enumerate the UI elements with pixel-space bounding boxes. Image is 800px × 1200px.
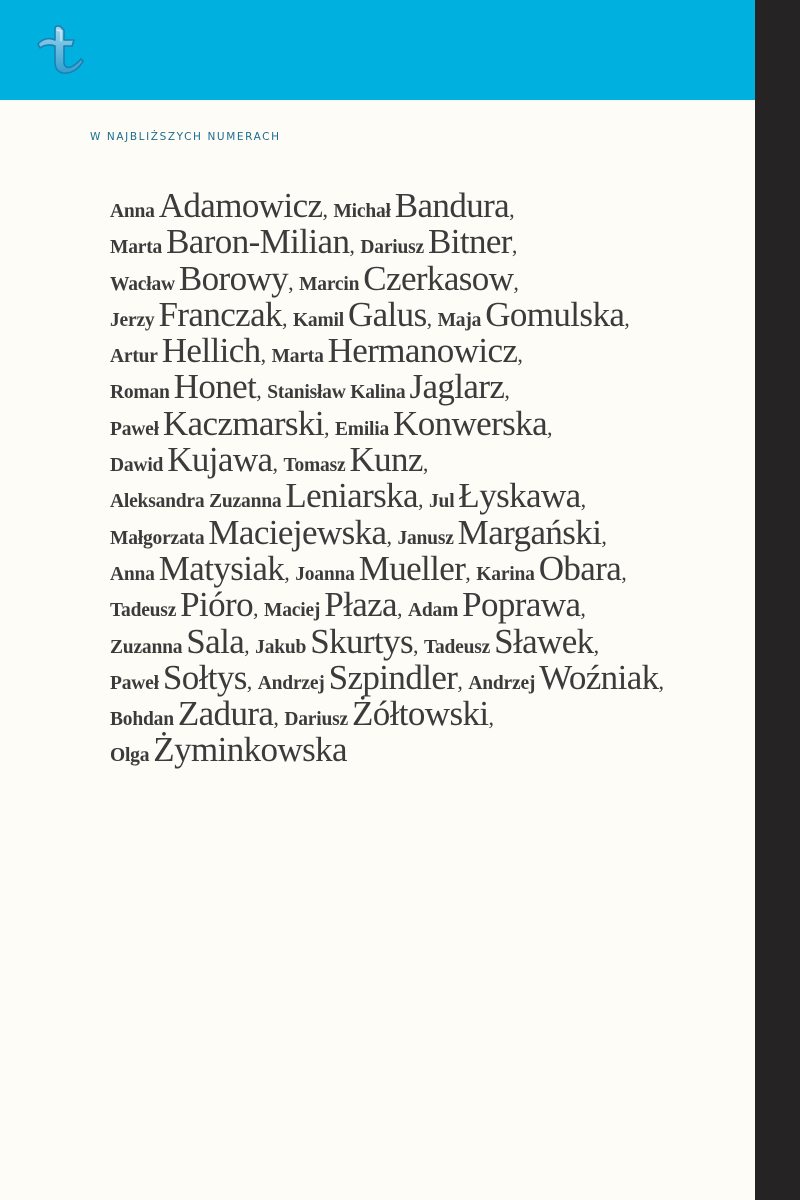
author-last-name: Galus (347, 294, 427, 334)
author-first-name: Andrzej (468, 672, 536, 694)
author-entry (110, 403, 335, 443)
author-first-name: Marta (110, 237, 163, 259)
author-entry (264, 585, 408, 625)
author-first-name: Stanisław Kalina (267, 382, 406, 404)
author-entry (110, 331, 272, 371)
author-entry (110, 258, 300, 298)
author-first-name: Paweł (110, 418, 159, 440)
author-first-name: Adam (408, 600, 459, 622)
author-entry (110, 367, 268, 407)
author-separator: , (288, 269, 300, 295)
author-entry (110, 186, 334, 225)
author-separator: , (624, 305, 630, 331)
author-first-name: Maja (437, 309, 482, 331)
author-first-name: Jakub (255, 636, 307, 658)
author-separator: , (349, 233, 361, 259)
author-line (110, 512, 664, 552)
author-last-name: Woźniak (539, 657, 659, 697)
author-last-name: Kaczmarski (162, 403, 324, 443)
author-first-name: Dariusz (360, 237, 424, 259)
author-entry (283, 440, 429, 480)
author-entry (255, 621, 424, 661)
author-last-name: Margański (457, 512, 602, 552)
author-entry (110, 512, 398, 552)
author-first-name: Karina (476, 563, 535, 585)
author-first-name: Joanna (295, 563, 355, 585)
author-entry (110, 440, 284, 480)
author-last-name: Franczak (158, 294, 282, 334)
author-last-name: Łyskawa (458, 476, 581, 516)
author-last-name: Adamowicz (158, 186, 323, 225)
author-first-name: Marta (271, 346, 324, 368)
author-last-name: Bitner (427, 222, 512, 262)
author-separator: , (260, 342, 272, 368)
author-line (110, 548, 664, 588)
author-entry (110, 730, 347, 770)
author-line (110, 587, 664, 623)
author-last-name: Żółtowski (351, 694, 489, 734)
author-first-name: Olga (110, 745, 150, 767)
author-first-name: Kamil (292, 309, 344, 331)
author-line (110, 403, 664, 443)
author-last-name: Borowy (178, 258, 289, 298)
t-logo-icon (32, 22, 86, 76)
author-separator: , (465, 559, 477, 585)
author-separator: , (593, 632, 600, 658)
author-first-name: Marcin (299, 273, 360, 295)
author-entry (295, 548, 477, 588)
author-first-name: Emilia (334, 418, 390, 440)
spine-edge (755, 0, 800, 1200)
author-first-name: Roman (110, 382, 170, 404)
author-first-name: Jul (429, 491, 455, 513)
author-separator: , (601, 523, 607, 549)
author-line (110, 294, 664, 334)
author-separator: , (256, 378, 268, 404)
author-line (110, 621, 664, 661)
author-entry (299, 258, 519, 298)
author-line (110, 258, 664, 298)
author-separator: , (517, 342, 523, 368)
author-separator: , (513, 269, 519, 295)
author-last-name: Matysiak (158, 548, 285, 588)
author-last-name: Maciejewska (208, 512, 387, 552)
author-entry (284, 694, 495, 734)
section-label: W NAJBLIŻSZYCH NUMERACH (90, 131, 281, 143)
author-entry (408, 585, 586, 625)
author-line (110, 224, 664, 260)
author-last-name: Pióro (180, 585, 254, 625)
author-separator: , (273, 705, 285, 731)
author-first-name: Artur (110, 346, 158, 368)
author-entry (476, 548, 627, 588)
author-first-name: Tadeusz (423, 636, 491, 658)
author-separator: , (244, 632, 256, 658)
author-first-name: Tomasz (283, 455, 346, 477)
author-first-name: Michał (333, 201, 391, 222)
author-entry (257, 657, 469, 697)
author-last-name: Kunz (349, 440, 423, 480)
author-entry (423, 621, 600, 661)
author-entry (110, 222, 361, 262)
author-entry (110, 621, 256, 661)
author-list (110, 188, 664, 769)
author-separator: , (504, 378, 510, 404)
author-last-name: Obara (538, 548, 622, 588)
author-separator: , (281, 305, 293, 331)
author-separator: , (397, 596, 408, 622)
author-entry (360, 222, 518, 262)
author-entry (468, 657, 665, 697)
author-entry (267, 367, 510, 407)
author-line (110, 442, 664, 478)
author-separator: , (457, 668, 469, 694)
author-line (110, 188, 664, 224)
author-first-name: Wacław (110, 273, 175, 295)
author-last-name: Jaglarz (409, 367, 505, 407)
author-last-name: Żyminkowska (153, 730, 347, 770)
author-entry (271, 331, 523, 371)
author-line (110, 657, 665, 697)
author-first-name: Jerzy (110, 309, 155, 331)
author-entry (110, 294, 293, 334)
author-first-name: Maciej (264, 600, 321, 622)
author-entry (110, 476, 429, 516)
author-entry (429, 476, 587, 516)
author-separator: , (323, 414, 335, 440)
author-last-name: Honet (173, 367, 257, 407)
author-first-name: Dariusz (284, 709, 348, 731)
author-separator: , (621, 559, 627, 585)
author-separator: , (418, 487, 429, 513)
author-first-name: Małgorzata (110, 527, 205, 549)
author-separator: , (547, 414, 553, 440)
author-last-name: Hellich (161, 331, 261, 371)
author-last-name: Leniarska (285, 476, 418, 516)
author-last-name: Bandura (394, 186, 510, 225)
author-last-name: Hermanowicz (327, 331, 518, 371)
author-separator: , (246, 668, 258, 694)
author-line (110, 732, 664, 768)
author-first-name: Bohdan (110, 709, 174, 731)
author-last-name: Szpindler (328, 657, 458, 697)
author-separator: , (253, 596, 265, 622)
author-entry (437, 294, 630, 334)
author-line (110, 696, 664, 732)
author-separator: , (426, 305, 438, 331)
author-first-name: Janusz (397, 527, 454, 549)
author-entry (110, 585, 265, 625)
author-entry (110, 657, 258, 697)
header-band (0, 0, 755, 100)
author-first-name: Anna (110, 201, 155, 222)
author-last-name: Baron-Milian (166, 222, 350, 262)
author-first-name: Zuzanna (110, 636, 183, 658)
author-first-name: Andrzej (257, 672, 325, 694)
author-last-name: Zadura (177, 694, 274, 734)
author-last-name: Sołtys (162, 657, 247, 697)
author-last-name: Konwerska (393, 403, 548, 443)
author-last-name: Skurtys (310, 621, 413, 661)
author-separator: , (386, 523, 398, 549)
author-line (110, 478, 664, 514)
author-entry (333, 186, 515, 225)
author-last-name: Płaza (324, 585, 397, 625)
author-entry (110, 548, 296, 588)
author-last-name: Mueller (358, 548, 466, 588)
author-first-name: Tadeusz (110, 600, 177, 622)
author-separator: , (509, 197, 515, 222)
author-last-name: Gomulska (485, 294, 625, 334)
author-first-name: Aleksandra Zuzanna (110, 491, 282, 513)
author-first-name: Dawid (110, 455, 164, 477)
author-separator: , (322, 197, 334, 222)
author-entry (334, 403, 553, 443)
author-line (110, 369, 664, 405)
author-last-name: Kujawa (167, 440, 273, 480)
author-line (110, 333, 664, 369)
author-last-name: Sala (186, 621, 245, 661)
author-separator: , (422, 451, 429, 477)
author-entry (397, 512, 607, 552)
author-entry (110, 694, 285, 734)
author-entry (292, 294, 438, 334)
author-separator: , (580, 487, 587, 513)
author-last-name: Czerkasow (363, 258, 514, 298)
author-separator: , (412, 632, 424, 658)
author-first-name: Anna (110, 563, 155, 585)
author-last-name: Poprawa (462, 585, 581, 625)
author-separator: , (658, 668, 665, 694)
author-separator: , (511, 233, 518, 259)
author-separator: , (488, 705, 495, 731)
author-last-name: Sławek (494, 621, 594, 661)
author-separator: , (284, 559, 296, 585)
author-separator: , (580, 596, 586, 622)
author-separator: , (272, 451, 284, 477)
author-first-name: Paweł (110, 672, 159, 694)
